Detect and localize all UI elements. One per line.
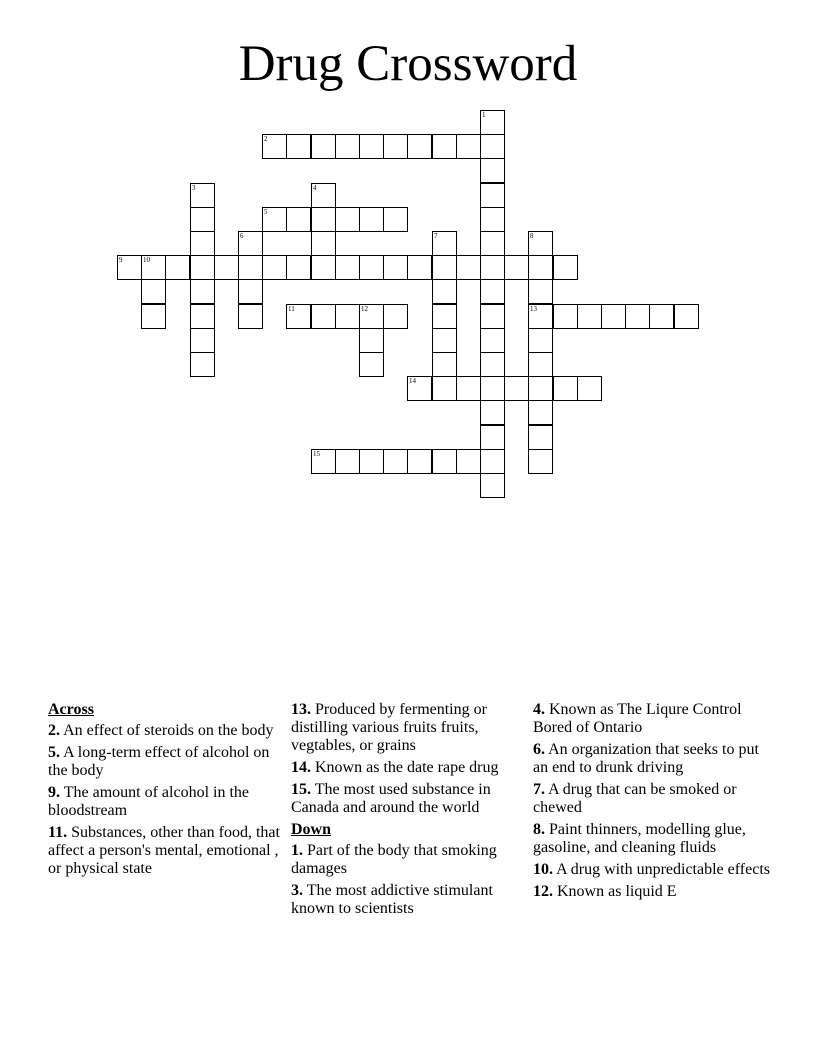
grid-cell[interactable]: [480, 473, 505, 498]
clue-text: An organization that seeks to put an end to drunk driving: [533, 741, 759, 776]
grid-cell[interactable]: [480, 231, 505, 256]
grid-cell[interactable]: [141, 279, 166, 304]
grid-cell[interactable]: [528, 352, 553, 377]
grid-cell[interactable]: [238, 255, 263, 280]
grid-cell[interactable]: [480, 328, 505, 353]
grid-cell[interactable]: [359, 328, 384, 353]
clue-down-12: 12. Known as liquid E: [533, 883, 677, 900]
clue-down-8: 8. Paint thinners, modelling glue, gasoline, and cleaning fluids: [533, 821, 746, 856]
clue-across-13: 13. Produced by fermenting or distilling various fruits fruits, vegtables, or grains: [291, 701, 487, 754]
clue-across-2: 2. An effect of steroids on the body: [48, 722, 274, 739]
cell-number: 11: [288, 305, 295, 313]
grid-cell[interactable]: [190, 304, 215, 329]
grid-cell[interactable]: [504, 255, 529, 280]
grid-cell[interactable]: [286, 134, 311, 159]
grid-cell[interactable]: [359, 304, 384, 329]
grid-cell[interactable]: [359, 449, 384, 474]
grid-cell[interactable]: [528, 449, 553, 474]
grid-cell[interactable]: [456, 449, 481, 474]
grid-cell[interactable]: [432, 328, 457, 353]
grid-cell[interactable]: [165, 255, 190, 280]
clue-across-11: 11. Substances, other than food, that affect a person's mental, emotional , or physical state: [48, 824, 280, 877]
clue-down-6: 6. An organization that seeks to put an end to drunk driving: [533, 741, 759, 776]
grid-cell[interactable]: [674, 304, 699, 329]
clue-text: Produced by fermenting or distilling various fruits fruits, vegtables, or grains: [291, 701, 487, 754]
grid-cell[interactable]: [190, 183, 215, 208]
clue-number: 6: [533, 741, 541, 758]
clues-column-2: [291, 701, 516, 922]
grid-cell[interactable]: [432, 231, 457, 256]
clue-number: 13: [291, 701, 307, 718]
clues-column-1: [48, 701, 283, 882]
grid-cell[interactable]: [311, 449, 336, 474]
clue-number: 2: [48, 722, 56, 739]
grid-cell[interactable]: [359, 207, 384, 232]
grid-cell[interactable]: [432, 352, 457, 377]
grid-cell[interactable]: [190, 255, 215, 280]
crossword-grid: [0, 0, 816, 520]
grid-cell[interactable]: [577, 376, 602, 401]
clue-across-15: 15. The most used substance in Canada and around the world: [291, 781, 491, 816]
clue-across-9: 9. The amount of alcohol in the bloodstream: [48, 784, 249, 819]
grid-cell[interactable]: [286, 255, 311, 280]
grid-cell[interactable]: [335, 449, 360, 474]
clue-number: 8: [533, 821, 541, 838]
grid-cell[interactable]: [480, 158, 505, 183]
clue-text: An effect of steroids on the body: [63, 722, 274, 739]
grid-cell[interactable]: [528, 376, 553, 401]
clue-text: Substances, other than food, that affect a person's mental, emotional , or physical state: [48, 824, 280, 877]
grid-cell[interactable]: [480, 400, 505, 425]
grid-cell[interactable]: [480, 425, 505, 450]
cell-number: 4: [313, 184, 317, 192]
grid-cell[interactable]: [528, 304, 553, 329]
clue-down-4: 4. Known as The Liqure Control Bored of Ontario: [533, 701, 742, 736]
cell-number: 5: [264, 208, 268, 216]
clue-down-7: 7. A drug that can be smoked or chewed: [533, 781, 737, 816]
cell-number: 3: [192, 184, 196, 192]
cell-number: 6: [240, 232, 244, 240]
clue-text: The most used substance in Canada and around the world: [291, 781, 491, 816]
grid-cell[interactable]: [262, 207, 287, 232]
grid-cell[interactable]: [238, 279, 263, 304]
clue-down-1: 1. Part of the body that smoking damages: [291, 842, 497, 877]
clue-text: A long-term effect of alcohol on the body: [48, 744, 270, 779]
clue-down-10: 10. A drug with unpredictable effects: [533, 861, 770, 878]
grid-cell[interactable]: [407, 449, 432, 474]
clue-text: Part of the body that smoking damages: [291, 842, 497, 877]
grid-cell[interactable]: [456, 134, 481, 159]
grid-cell[interactable]: [190, 328, 215, 353]
clue-text: Known as the date rape drug: [315, 759, 499, 776]
clue-text: Known as The Liqure Control Bored of Ontario: [533, 701, 742, 736]
grid-cell[interactable]: [432, 376, 457, 401]
grid-cell[interactable]: [335, 207, 360, 232]
grid-cell[interactable]: [432, 134, 457, 159]
grid-cell[interactable]: [383, 255, 408, 280]
clue-number: 14: [291, 759, 307, 776]
cell-number: 15: [313, 450, 320, 458]
grid-cell[interactable]: [432, 279, 457, 304]
grid-cell[interactable]: [480, 207, 505, 232]
grid-cell[interactable]: [311, 231, 336, 256]
grid-cell[interactable]: [407, 134, 432, 159]
cell-number: 2: [264, 135, 268, 143]
grid-cell[interactable]: [311, 183, 336, 208]
clue-number: 5: [48, 744, 56, 761]
grid-cell[interactable]: [359, 134, 384, 159]
grid-cell[interactable]: [190, 352, 215, 377]
grid-cell[interactable]: [480, 279, 505, 304]
cell-number: 7: [434, 232, 438, 240]
clue-text: Known as liquid E: [557, 883, 677, 900]
clue-number: 15: [291, 781, 307, 798]
grid-cell[interactable]: [335, 255, 360, 280]
clue-number: 10: [533, 861, 549, 878]
grid-cell[interactable]: [553, 304, 578, 329]
grid-cell[interactable]: [383, 304, 408, 329]
cell-number: 8: [530, 232, 534, 240]
cell-number: 13: [530, 305, 537, 313]
cell-number: 12: [361, 305, 368, 313]
grid-cell[interactable]: [577, 304, 602, 329]
grid-cell[interactable]: [190, 207, 215, 232]
grid-cell[interactable]: [625, 304, 650, 329]
grid-cell[interactable]: [335, 134, 360, 159]
cell-number: 9: [119, 256, 123, 264]
grid-cell[interactable]: [553, 255, 578, 280]
grid-cell[interactable]: [528, 279, 553, 304]
clue-down-3: 3. The most addictive stimulant known to scientists: [291, 882, 493, 917]
clue-number: 1: [291, 842, 299, 859]
clue-text: A drug with unpredictable effects: [556, 861, 770, 878]
grid-cell[interactable]: [432, 255, 457, 280]
grid-cell[interactable]: [311, 207, 336, 232]
clue-text: Paint thinners, modelling glue, gasoline, and cleaning fluids: [533, 821, 746, 856]
grid-cell[interactable]: [238, 231, 263, 256]
grid-cell[interactable]: [528, 231, 553, 256]
clue-number: 4: [533, 701, 541, 718]
clue-text: The amount of alcohol in the bloodstream: [48, 784, 249, 819]
grid-cell[interactable]: [311, 134, 336, 159]
clue-across-5: 5. A long-term effect of alcohol on the body: [48, 744, 270, 779]
clue-text: A drug that can be smoked or chewed: [533, 781, 737, 816]
grid-cell[interactable]: [553, 376, 578, 401]
clue-text: The most addictive stimulant known to scientists: [291, 882, 493, 917]
across-heading: Across: [48, 701, 94, 718]
grid-cell[interactable]: [286, 207, 311, 232]
grid-cell[interactable]: [456, 376, 481, 401]
grid-cell[interactable]: [359, 352, 384, 377]
grid-cell[interactable]: [214, 255, 239, 280]
grid-cell[interactable]: [359, 255, 384, 280]
grid-cell[interactable]: [407, 376, 432, 401]
grid-cell[interactable]: [528, 255, 553, 280]
clues-column-3: [533, 701, 773, 905]
grid-cell[interactable]: [528, 400, 553, 425]
clue-across-14: 14. Known as the date rape drug: [291, 759, 499, 776]
grid-cell[interactable]: [480, 183, 505, 208]
grid-cell[interactable]: [238, 304, 263, 329]
clue-number: 12: [533, 883, 549, 900]
grid-cell[interactable]: [190, 231, 215, 256]
grid-cell[interactable]: [528, 425, 553, 450]
grid-cell[interactable]: [262, 134, 287, 159]
cell-number: 14: [409, 377, 416, 385]
grid-cell[interactable]: [190, 279, 215, 304]
cell-number: 1: [482, 111, 486, 119]
grid-cell[interactable]: [141, 255, 166, 280]
grid-cell[interactable]: [117, 255, 142, 280]
grid-cell[interactable]: [432, 449, 457, 474]
grid-cell[interactable]: [649, 304, 674, 329]
grid-cell[interactable]: [432, 304, 457, 329]
down-heading: Down: [291, 821, 332, 838]
grid-cell[interactable]: [480, 352, 505, 377]
clue-number: 7: [533, 781, 541, 798]
page-title: Drug Crossword: [238, 36, 578, 92]
grid-cell[interactable]: [528, 328, 553, 353]
cell-number: 10: [143, 256, 150, 264]
grid-cell[interactable]: [601, 304, 626, 329]
grid-cell[interactable]: [480, 134, 505, 159]
clue-number: 9: [48, 784, 56, 801]
grid-cell[interactable]: [480, 110, 505, 135]
grid-cell[interactable]: [383, 449, 408, 474]
grid-cell[interactable]: [286, 304, 311, 329]
grid-cell[interactable]: [311, 255, 336, 280]
grid-cell[interactable]: [335, 304, 360, 329]
grid-cell[interactable]: [504, 376, 529, 401]
grid-cell[interactable]: [480, 304, 505, 329]
clue-number: 11: [48, 824, 64, 841]
grid-cell[interactable]: [480, 255, 505, 280]
grid-cell[interactable]: [141, 304, 166, 329]
grid-cell[interactable]: [383, 134, 408, 159]
grid-cell[interactable]: [311, 304, 336, 329]
grid-cell[interactable]: [262, 255, 287, 280]
grid-cell[interactable]: [480, 449, 505, 474]
grid-cell[interactable]: [407, 255, 432, 280]
grid-cell[interactable]: [383, 207, 408, 232]
clue-number: 3: [291, 882, 299, 899]
grid-cell[interactable]: [456, 255, 481, 280]
grid-cell[interactable]: [480, 376, 505, 401]
